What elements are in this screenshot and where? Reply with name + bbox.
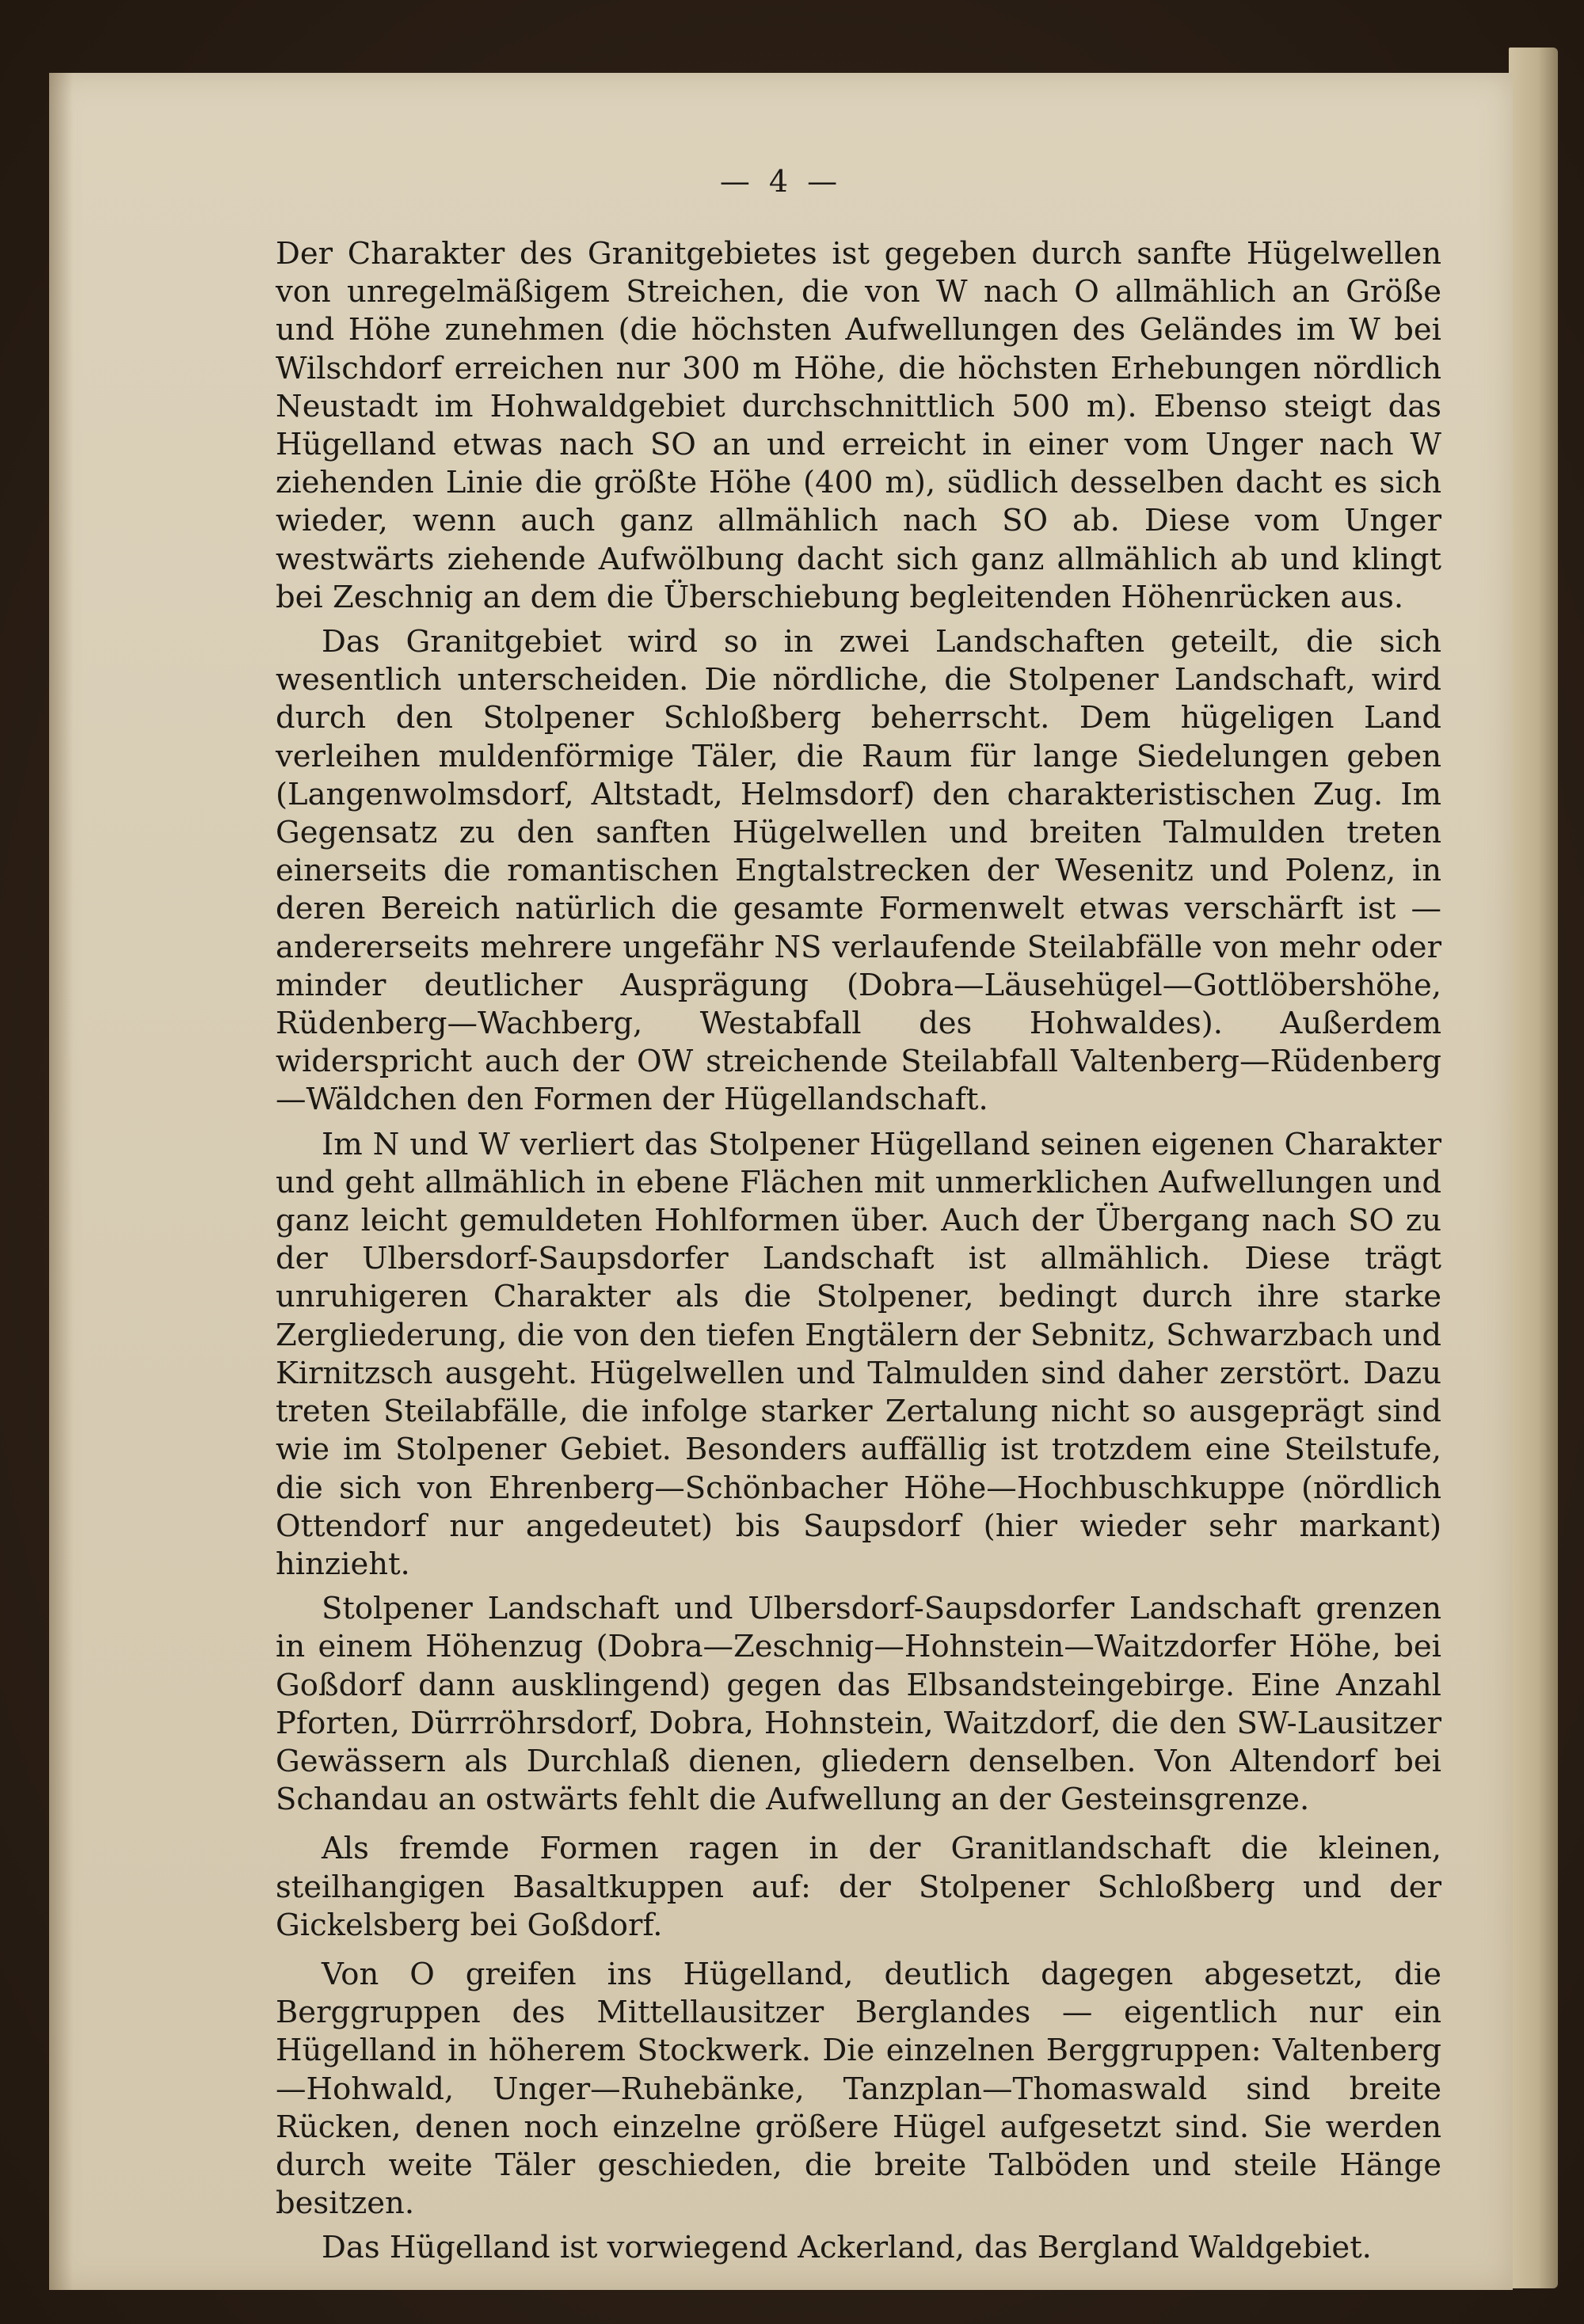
paragraph-7: Das Hügelland ist vorwiegend Ackerland, das Bergland Waldgebiet. <box>322 2230 1372 2266</box>
paragraph-5: Als fremde Formen ragen in der Granitlandschaft die kleinen, steilhangigen Basaltkuppen auf: der Stolpener Schloßberg und der Gickelsberg bei Goßdorf. <box>276 1831 1441 1943</box>
body-text <box>276 235 1441 2274</box>
book-page <box>49 73 1513 2290</box>
paragraph-1: Der Charakter des Granitgebietes ist gegeben durch sanfte Hügelwellen von unregelmäßigem Streichen, die von W nach O allmählich an Größe und Höhe zunehmen (die höchsten Aufwellungen des Geländes im W bei Wilschdorf erreichen nur 300 m Höhe, die höchsten Erhebungen nördlich Neustadt im Hohwaldgebiet durchschnittlich 500 m). Ebenso steigt das Hügelland etwas nach SO an und erreicht in einer vom Unger nach W ziehenden Linie die größte Höhe (400 m), südlich desselben dacht es sich wieder, wenn auch ganz allmählich nach SO ab. Diese vom Unger westwärts ziehende Aufwölbung dacht sich ganz allmählich ab und klingt bei Zeschnig an dem die Überschiebung begleitenden Höhenrücken aus. <box>276 236 1441 615</box>
paragraph-3: Im N und W verliert das Stolpener Hügelland seinen eigenen Charakter und geht allmählich in ebene Flächen mit unmerklichen Aufwellungen und ganz leicht gemuldeten Hohlformen über. Auch der Übergang nach SO zu der Ulbersdorf-Saupsdorfer Landschaft ist allmählich. Diese trägt unruhigeren Charakter als die Stolpener, bedingt durch ihre starke Zergliederung, die von den tiefen Engtälern der Sebnitz, Schwarzbach und Kirnitzsch ausgeht. Hügelwellen und Talmulden sind daher zerstört. Dazu treten Steilabfälle, die infolge starker Zertalung nicht so ausgeprägt sind wie im Stolpener Gebiet. Besonders auffällig ist trotzdem eine Steilstufe, die sich von Ehrenberg—Schönbacher Höhe—Hochbuschkuppe (nördlich Ottendorf nur angedeutet) bis Saupsdorf (hier wieder sehr markant) hinzieht. <box>276 1126 1441 1582</box>
paragraph-6: Von O greifen ins Hügelland, deutlich dagegen abgesetzt, die Berggruppen des Mittellausitzer Berglandes — eigentlich nur ein Hügelland in höherem Stockwerk. Die einzelnen Berggruppen: Valtenberg—Hohwald, Unger—Ruhebänke, Tanzplan—Thomaswald sind breite Rücken, denen noch einzelne größere Hügel aufgesetzt sind. Sie werden durch weite Täler geschieden, die breite Talböden und steile Hänge besitzen. <box>276 1956 1441 2222</box>
paragraph-2: Das Granitgebiet wird so in zwei Landschaften geteilt, die sich wesentlich unterscheiden. Die nördliche, die Stolpener Landschaft, wird durch den Stolpener Schloßberg beherrscht. Dem hügeligen Land verleihen muldenförmige Täler, die Raum für lange Siedelungen geben (Langenwolmsdorf, Altstadt, Helmsdorf) den charakteristischen Zug. Im Gegensatz zu den sanften Hügelwellen und breiten Talmulden treten einerseits die romantischen Engtalstrecken der Wesenitz und Polenz, in deren Bereich natürlich die gesamte Formenwelt etwas verschärft ist — andererseits mehrere ungefähr NS verlaufende Steilabfälle von mehr oder minder deutlicher Ausprägung (Dobra—Läusehügel—Gottlöbershöhe, Rüdenberg—Wachberg, Westabfall des Hohwaldes). Außerdem widerspricht auch der OW streichende Steilabfall Valtenberg—Rüdenberg—Wäldchen den Formen der Hügellandschaft. <box>276 624 1441 1118</box>
back-cover-edge <box>1509 48 1558 2288</box>
paragraph-4: Stolpener Landschaft und Ulbersdorf-Saupsdorfer Landschaft grenzen in einem Höhenzug (Dobra—Zeschnig—Hohnstein—Waitzdorfer Höhe, bei Goßdorf dann ausklingend) gegen das Elbsandsteingebirge. Eine Anzahl Pforten, Dürrröhrsdorf, Dobra, Hohnstein, Waitzdorf, die den SW-Lausitzer Gewässern als Durchlaß dienen, gliedern denselben. Von Altendorf bei Schandau an ostwärts fehlt die Aufwellung an der Gesteinsgrenze. <box>276 1591 1441 1818</box>
page-number: — 4 — <box>719 164 843 199</box>
